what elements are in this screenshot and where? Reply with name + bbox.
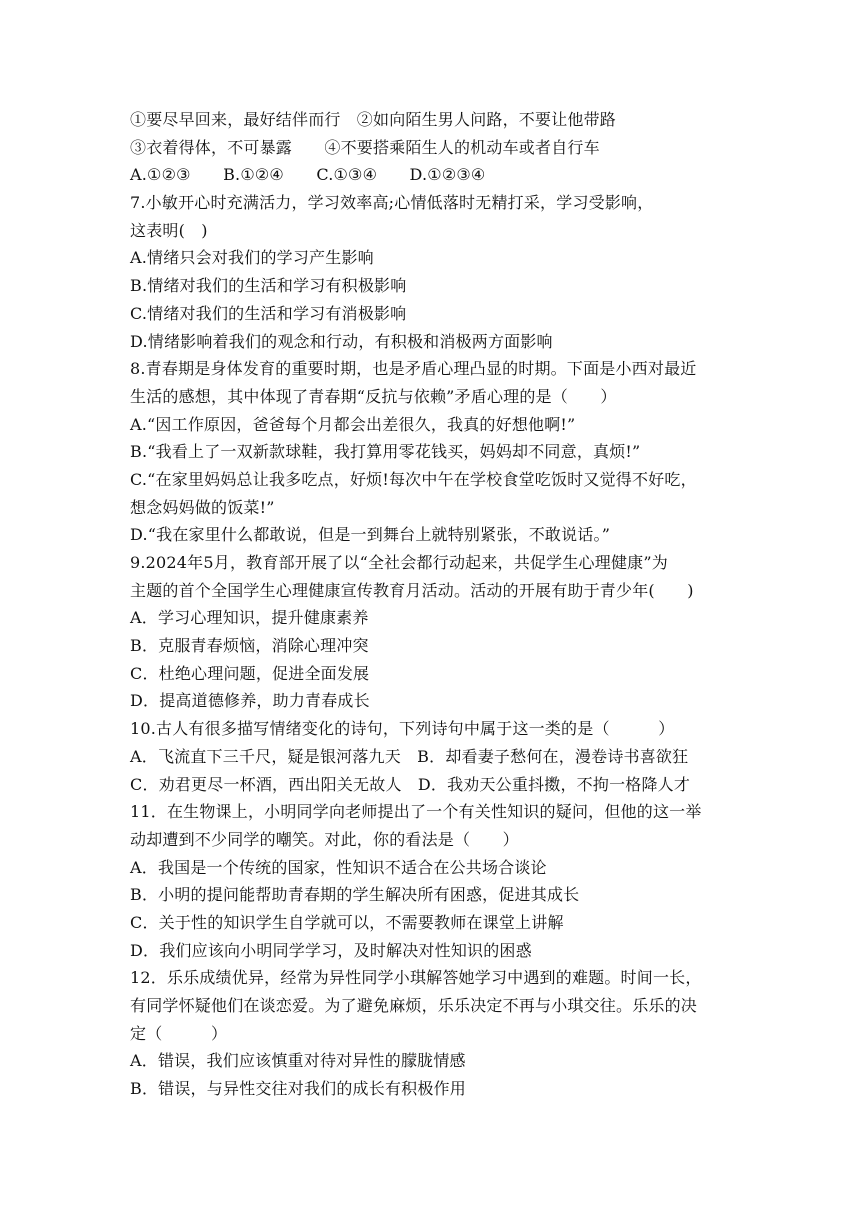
option-c: C．杜绝心理问题，促进全面发展 [130,663,370,683]
option-a: A．学习心理知识，提升健康素养 [130,608,369,628]
option-c: C.情绪对我们的生活和学习有消极影响 [130,303,407,323]
text-line: 想念妈妈做的饭菜!” [130,497,275,517]
text-line: 生活的感想，其中体现了青春期“反抗与依赖”矛盾心理的是（ ） [130,386,617,406]
option-b: B．错误，与异性交往对我们的成长有积极作用 [130,1079,466,1099]
document-text [130,106,740,1103]
option-a: A．错误，我们应该慎重对待对异性的朦胧情感 [130,1051,466,1071]
option-c: C．关于性的知识学生自学就可以，不需要教师在课堂上讲解 [130,912,564,932]
option-c: C.“在家里妈妈总让我多吃点，好烦!每次中午在学校食堂吃饭时又觉得不好吃， [130,469,697,489]
question-9: 9.2024年5月，教育部开展了以“全社会都行动起来，共促学生心理健康”为 [130,553,668,572]
text-line: ①要尽早回来，最好结伴而行 ②如向陌生男人问路，不要让他带路 [130,110,617,129]
option-a: A．我国是一个传统的国家，性知识不适合在公共场合谈论 [130,857,547,877]
question-11: 11．在生物课上，小明同学向老师提出了一个有关性知识的疑问，但他的这一举 [130,802,702,822]
question-10: 10.古人有很多描写情绪变化的诗句，下列诗句中属于这一类的是（ ） [130,719,675,739]
text-line: 主题的首个全国学生心理健康宣传教育月活动。活动的开展有助于青少年( ) [130,580,694,600]
option-d: D.情绪影响着我们的观念和行动，有积极和消极两方面影响 [130,331,553,351]
option-b: B．克服青春烦恼，消除心理冲突 [130,636,369,656]
option-a: A.“因工作原因，爸爸每个月都会出差很久，我真的好想他啊!” [130,414,576,434]
text-line: 有同学怀疑他们在谈恋爱。为了避免麻烦，乐乐决定不再与小琪交往。乐乐的决 [130,996,698,1015]
options-a-b: A．飞流直下三千尺，疑是银河落九天 B．却看妻子愁何在，漫卷诗书喜欲狂 [130,746,689,766]
text-line: 定（ ） [130,1023,228,1043]
option-d: D.“我在家里什么都敢说，但是一到舞台上就特别紧张，不敢说话。” [130,525,611,545]
question-12: 12．乐乐成绩优异，经常为异性同学小琪解答她学习中遇到的难题。时间一长， [130,968,702,988]
option-b: B．小明的提问能帮助青春期的学生解决所有困惑，促进其成长 [130,885,580,905]
option-d: D．提高道德修养，助力青春成长 [130,691,370,711]
option-b: B.“我看上了一双新款球鞋，我打算用零花钱买，妈妈却不同意，真烦!” [130,442,641,462]
option-d: D．我们应该向小明同学学习，及时解决对性知识的困惑 [130,940,532,960]
text-line: 动却遭到不少同学的嘲笑。对此，你的看法是（ ） [130,829,519,849]
question-7: 7.小敏开心时充满活力，学习效率高;心情低落时无精打采，学习受影响， [130,193,654,213]
options-c-d: C．劝君更尽一杯酒，西出阳关无故人 D．我劝天公重抖擞，不拘一格降人才 [130,774,691,794]
answer-options: A.①②③ B.①②④ C.①③④ D.①②③④ [130,165,486,185]
text-line: ③衣着得体，不可暴露 ④不要搭乘陌生人的机动车或者自行车 [130,137,600,157]
question-8: 8.青春期是身体发育的重要时期，也是矛盾心理凸显的时期。下面是小西对最近 [130,359,697,379]
text-line: 这表明( ) [130,220,208,240]
option-a: A.情绪只会对我们的学习产生影响 [130,248,374,268]
option-b: B.情绪对我们的生活和学习有积极影响 [130,276,407,296]
